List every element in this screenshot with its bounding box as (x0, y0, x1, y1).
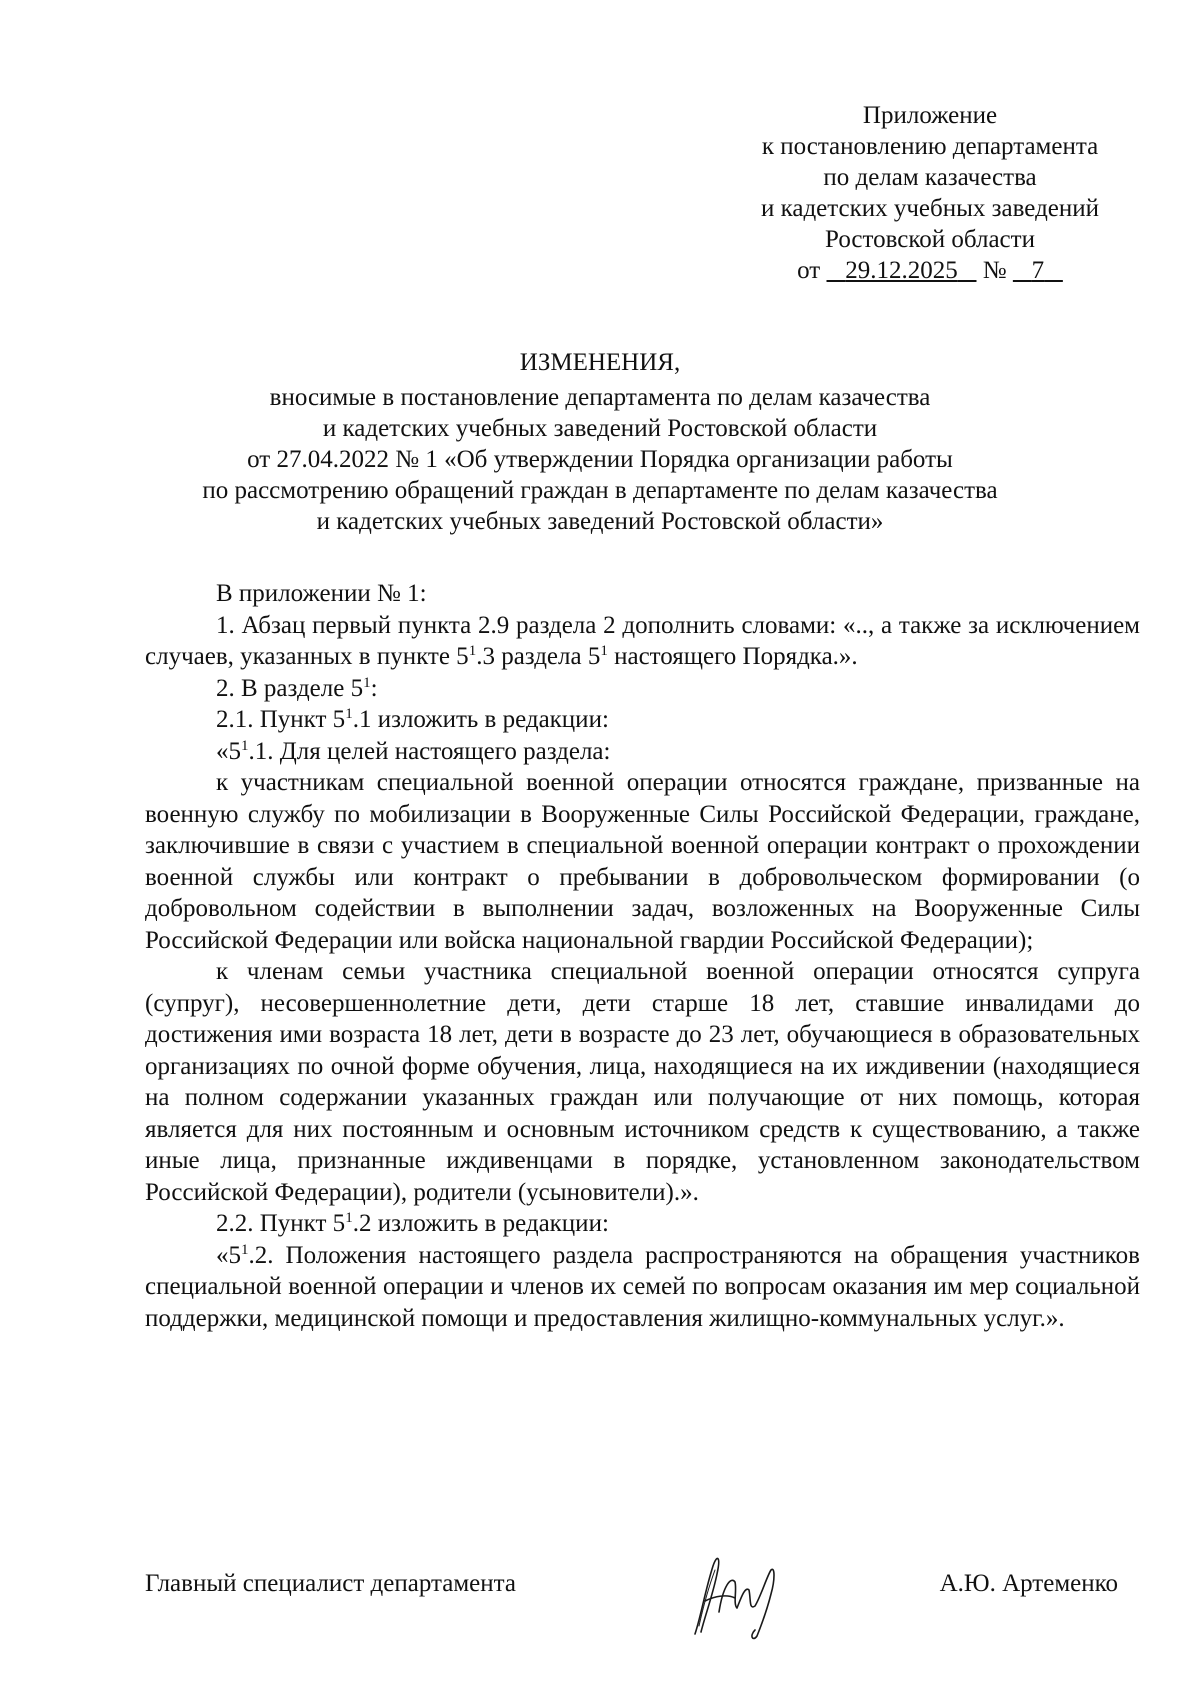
signature-block (145, 1568, 1140, 1648)
document-title (140, 347, 1060, 537)
handwritten-signature (675, 1546, 805, 1646)
title-line: и кадетских учебных заведений Ростовской области» (316, 508, 884, 535)
title-line: вносимые в постановление департамента по делам казачества (269, 384, 931, 411)
title-line: от 27.04.2022 № 1 «Об утверждении Порядка организации работы (247, 446, 953, 473)
body-paragraph-quote-2: «$5^1.2$. Положения настоящего раздела распространяются на обращения участников специальной военной операции и членов их семей по вопросам оказания им мер социальной поддержки, медицинской помощи и предоставления жилищно-коммунальных услуг.». (145, 1241, 1140, 1332)
title-line: и кадетских учебных заведений Ростовской области (322, 415, 878, 442)
document-body (145, 578, 1140, 1334)
document-number: 7 (1031, 257, 1045, 284)
title-line: по рассмотрению обращений граждан в департаменте по делам казачества (202, 477, 998, 504)
appendix-line: Ростовской области (825, 226, 1035, 253)
body-paragraph-quote-1: «$5^1.1$. Для целей настоящего раздела: (216, 737, 611, 765)
appendix-line: к постановлению департамента (761, 133, 1099, 160)
signer-position: Главный специалист департамента (145, 1570, 516, 1597)
body-paragraph-2-2: 2.2. Пункт $5^1.2$ изложить в редакции: (216, 1210, 609, 1237)
appendix-line: по делам казачества (823, 164, 1037, 191)
appendix-line: Приложение (862, 102, 998, 129)
body-paragraph-1: 1. Абзац первый пункта 2.9 раздела 2 дополнить словами: «.., а также за исключением случаев, указанных в пункте $5^1.3$ раздела $5^1$ настоящего Порядка.». (145, 611, 1140, 670)
title-heading: ИЗМЕНЕНИЯ, (519, 349, 681, 376)
date-prefix: от (797, 257, 821, 284)
appendix-header (700, 100, 1160, 286)
body-paragraph-2-1: 2.1. Пункт $5^1.1$ изложить в редакции: (216, 706, 609, 733)
body-paragraph-participants: к участникам специальной военной операции относятся граждане, призванные на военную службу по мобилизации в Вооруженные Силы Российской Федерации, граждане, заключившие в связи с участием в специальной военной операции контракт о прохождении военной службы или контракт о пребывании в добровольческом формировании (о добровольном содействии в выполнении задач, возложенных на Вооруженные Силы Российской Федерации или войска национальной гвардии Российской Федерации); (145, 769, 1140, 954)
number-sign: № (982, 257, 1007, 284)
signer-name: А.Ю. Артеменко (939, 1570, 1118, 1597)
body-paragraph-family: к членам семьи участника специальной военной операции относятся супруга (супруг), несовершеннолетние дети, дети старше 18 лет, ставшие инвалидами до достижения ими возраста 18 лет, дети в возрасте до 23 лет, обучающиеся в образовательных организациях по очной форме обучения, лица, находящиеся на их иждивении (находящиеся на полном содержании указанных граждан или получающие от них помощь, которая является для них постоянным и основным источником средств к существованию, а также иные лица, признанные иждивенцами в порядке, установленном законодательством Российской Федерации), родители (усыновители).». (145, 958, 1140, 1206)
body-intro: В приложении № 1: (216, 580, 427, 607)
appendix-date-line (700, 255, 1160, 286)
document-date: 29.12.2025 (845, 257, 958, 284)
body-paragraph-2: 2. В разделе $5^1$: (216, 674, 378, 702)
appendix-line: и кадетских учебных заведений (760, 195, 1100, 222)
